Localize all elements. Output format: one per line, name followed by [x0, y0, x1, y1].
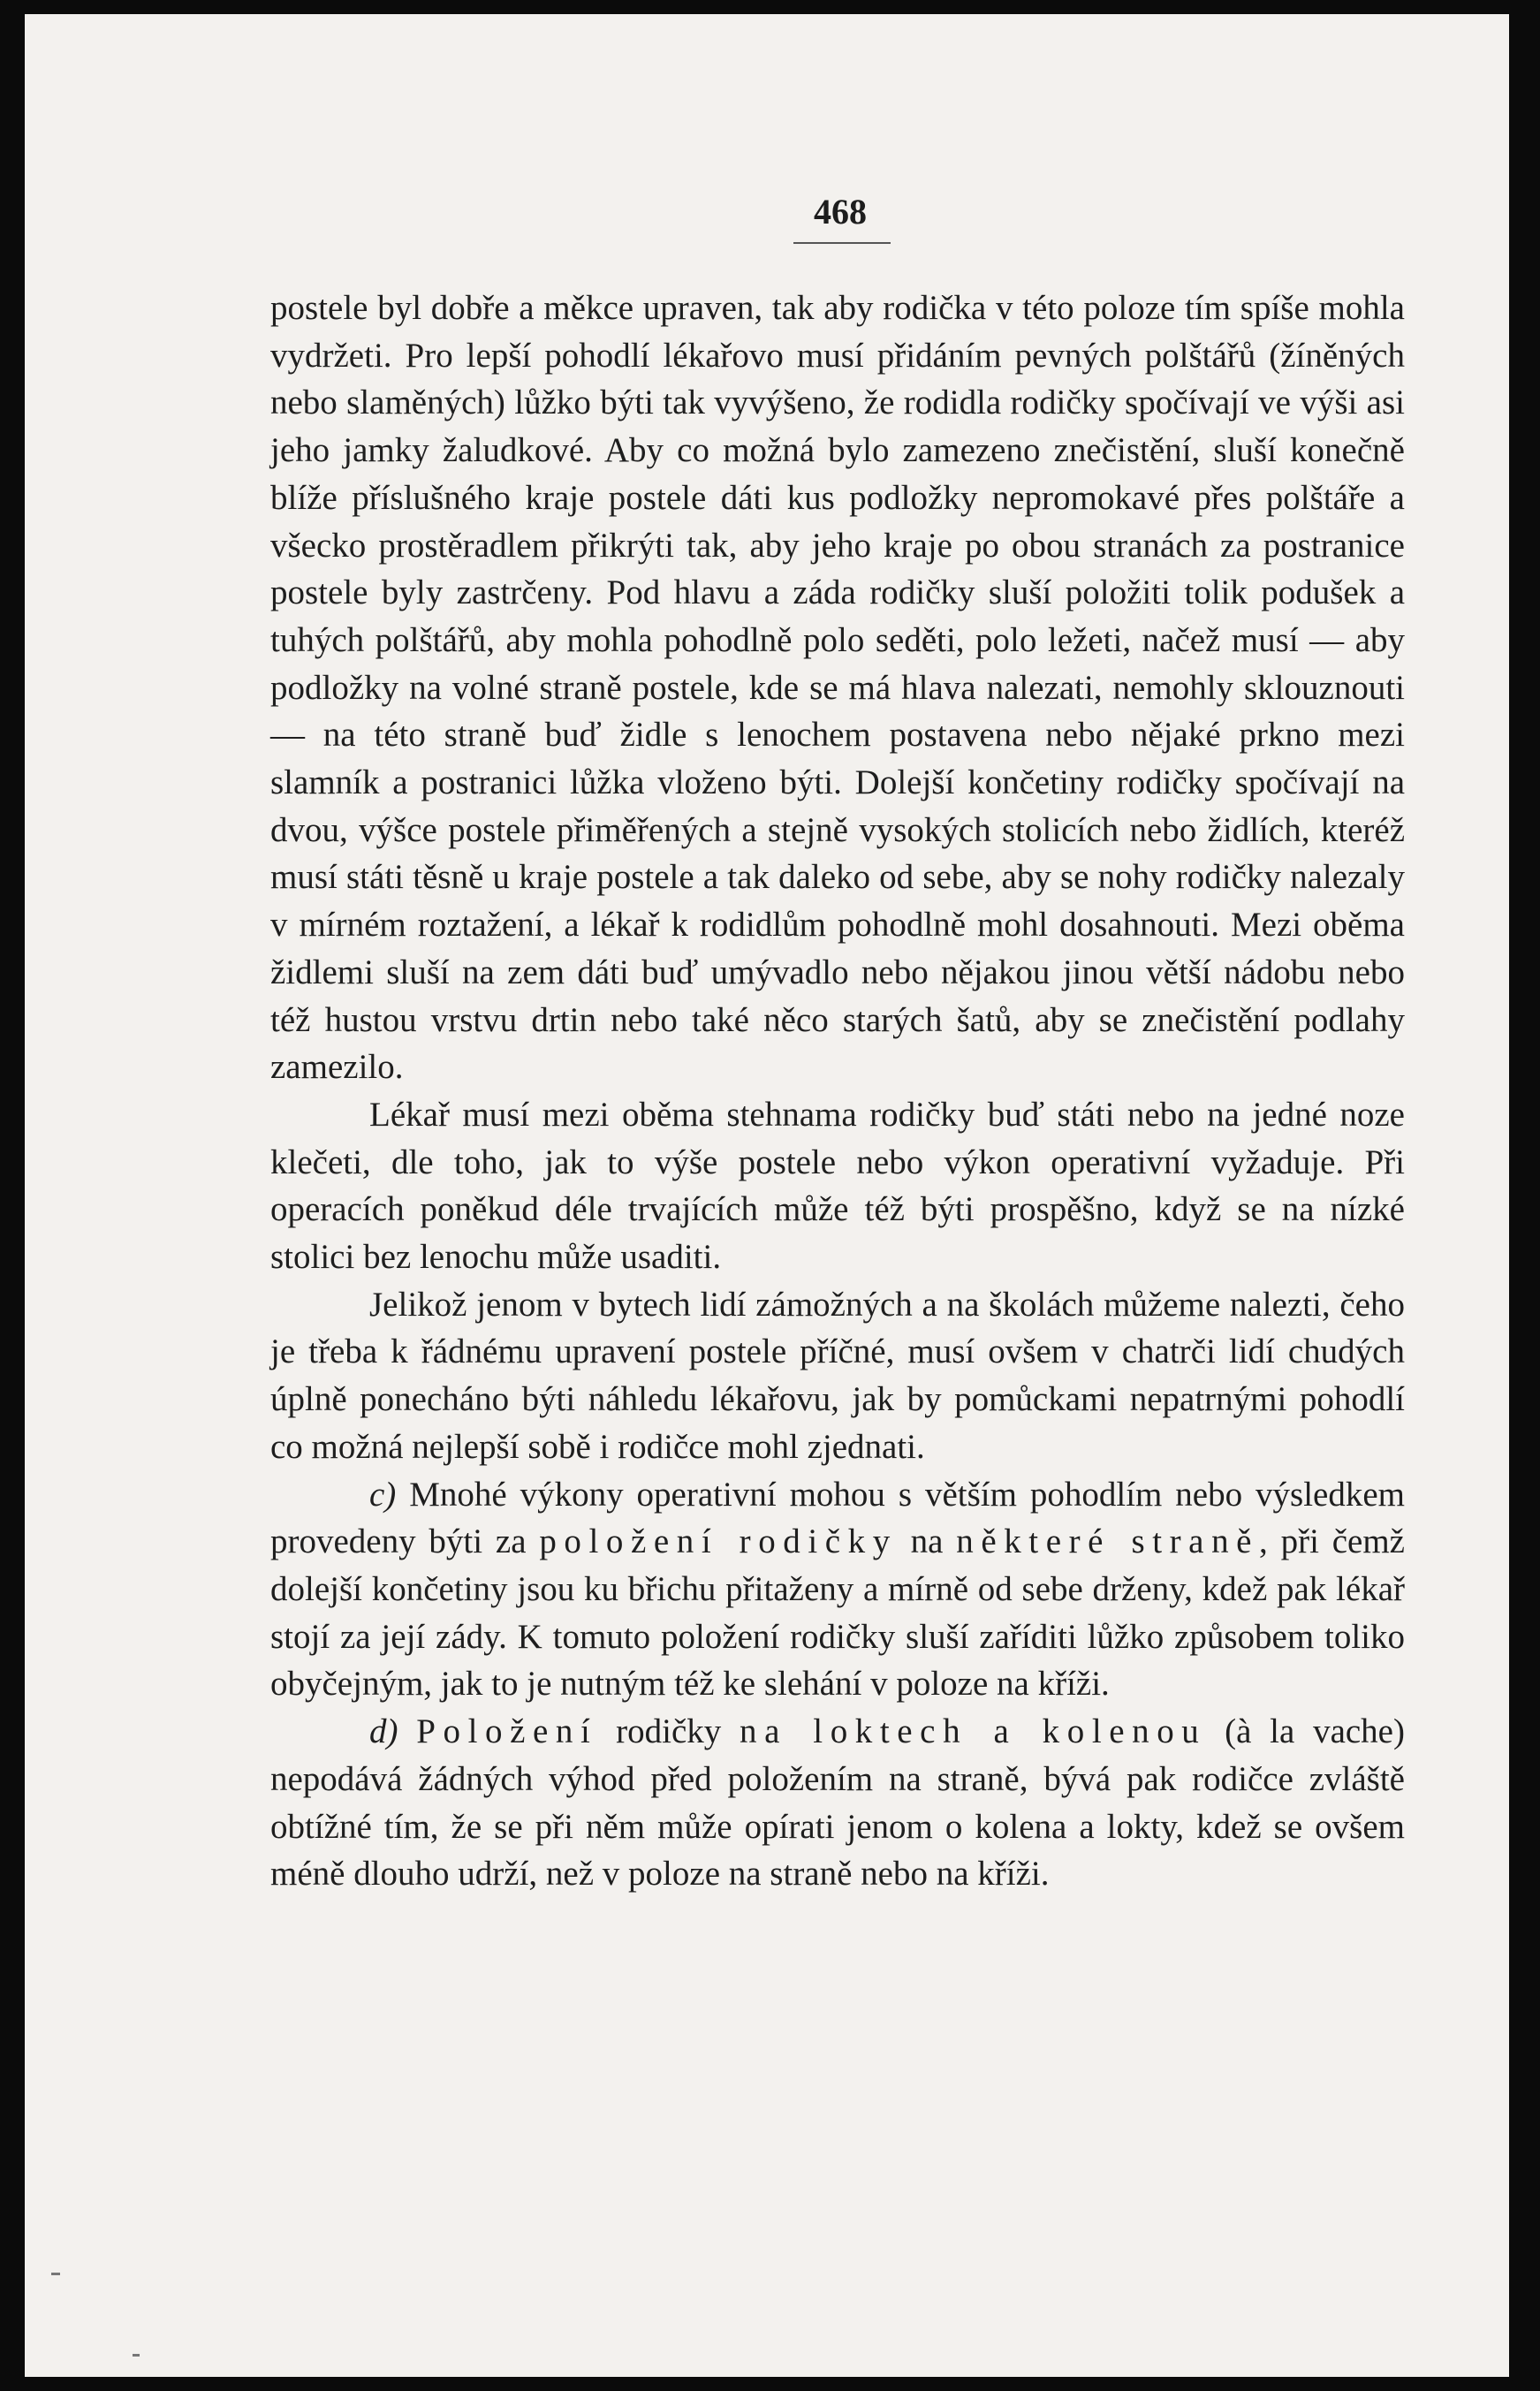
paragraph-3: Jelikož jenom v bytech lidí zámožných a na školách můžeme nalezti, čeho je třeba k řádnému upravení postele příčné, musí ovšem v chatrči lidí chudých úplně ponecháno býti náhledu lékařovu, jak by pomůckami nepatrnými pohodlí co možná nejlepší sobě i rodičce mohl zjednati.	[270, 1285, 1405, 1466]
paragraph-4	[270, 1471, 1405, 1709]
body-text	[270, 285, 1405, 1898]
scan-speck	[133, 2354, 140, 2357]
paragraph-5	[270, 1708, 1405, 1898]
paragraph-5-text-b: (à la vache) nepodává žádných výhod před položením na straně, bývá pak rodičce zvláště obtížné tím, že se při něm může opírati jenom o kolena a lokty, kdež se ovšem méně dlouho udrží, než v poloze na straně nebo na kříži.	[270, 1712, 1405, 1894]
scan-speck	[51, 2273, 60, 2275]
emphasis-spaced-b: některé straně	[956, 1522, 1260, 1561]
emphasis-spaced-d: na loktech a kolenou	[740, 1712, 1207, 1751]
emphasis-spaced-a: položení rodičky	[539, 1522, 898, 1561]
page-number-underline	[793, 242, 891, 244]
paragraph-4-text-b: na	[897, 1522, 957, 1561]
paragraph-1: postele byl dobře a měkce upraven, tak aby rodička v této poloze tím spíše mohla vydržeti. Pro lepší pohodlí lékařovo musí přidáním pevných polštářů (žíněných nebo slaměných) lůžko býti tak vyvýšeno, že rodidla rodičky spočívají ve výši asi jeho jamky žaludkové. Aby co možná bylo zamezeno znečistění, sluší konečně blíže příslušného kraje postele dáti kus podložky nepromokavé přes polštáře a všecko prostěradlem přikrýti tak, aby jeho kraje po obou stranách za postranice postele byly zastrčeny. Pod hlavu a záda rodičky sluší položiti tolik podušek a tuhých polštářů, aby mohla pohodlně polo seděti, polo ležeti, načež musí — aby podložky na volné straně postele, kde se má hlava nalezati, nemohly sklouznouti — na této straně buď židle s lenochem postavena nebo nějaké prkno mezi slamník a postranici lůžka vloženo býti. Dolejší končetiny rodičky spočívají na dvou, výšce postele přiměřených a stejně vysokých stolicích nebo židlích, kteréž musí státi těsně u kraje postele a tak daleko od sebe, aby se nohy rodičky nalezaly v mírném roztažení, a lékař k rodidlům pohodlně mohl dosahnouti. Mezi oběma židlemi sluší na zem dáti buď umývadlo nebo nějakou jinou větší nádobu nebo též hustou vrstvu drtin nebo také něco starých šatů, aby se znečistění podlahy zamezilo.	[270, 289, 1405, 1087]
book-page	[25, 14, 1509, 2377]
paragraph-2: Lékař musí mezi oběma stehnama rodičky buď státi nebo na jedné noze klečeti, dle toho, jak to výše postele nebo výkon operativní vyžaduje. Při operacích poněkud déle trvajících může též býti prospěšno, když se na nízké stolici bez lenochu může usaditi.	[270, 1095, 1405, 1277]
list-marker-c: c)	[369, 1475, 397, 1514]
paragraph-5-text-a: rodičky	[597, 1712, 740, 1751]
list-marker-d: d)	[369, 1712, 398, 1751]
emphasis-spaced-c: Položení	[416, 1712, 598, 1751]
paragraph-4-text-c: , při čemž dolejší končetiny jsou ku břichu přitaženy a mírně od sebe drženy, kdež pak lékař stojí za její zády. K tomuto položení rodičky sluší zaříditi lůžko způsobem toliko obyčejným, jak to je nutným též ke slehání v poloze na kříži.	[270, 1522, 1405, 1704]
paragraph-4-text-a: Mnohé výkony operativní mohou s větším pohodlím nebo výsledkem provedeny býti za	[270, 1475, 1405, 1561]
page-number: 468	[814, 192, 867, 232]
